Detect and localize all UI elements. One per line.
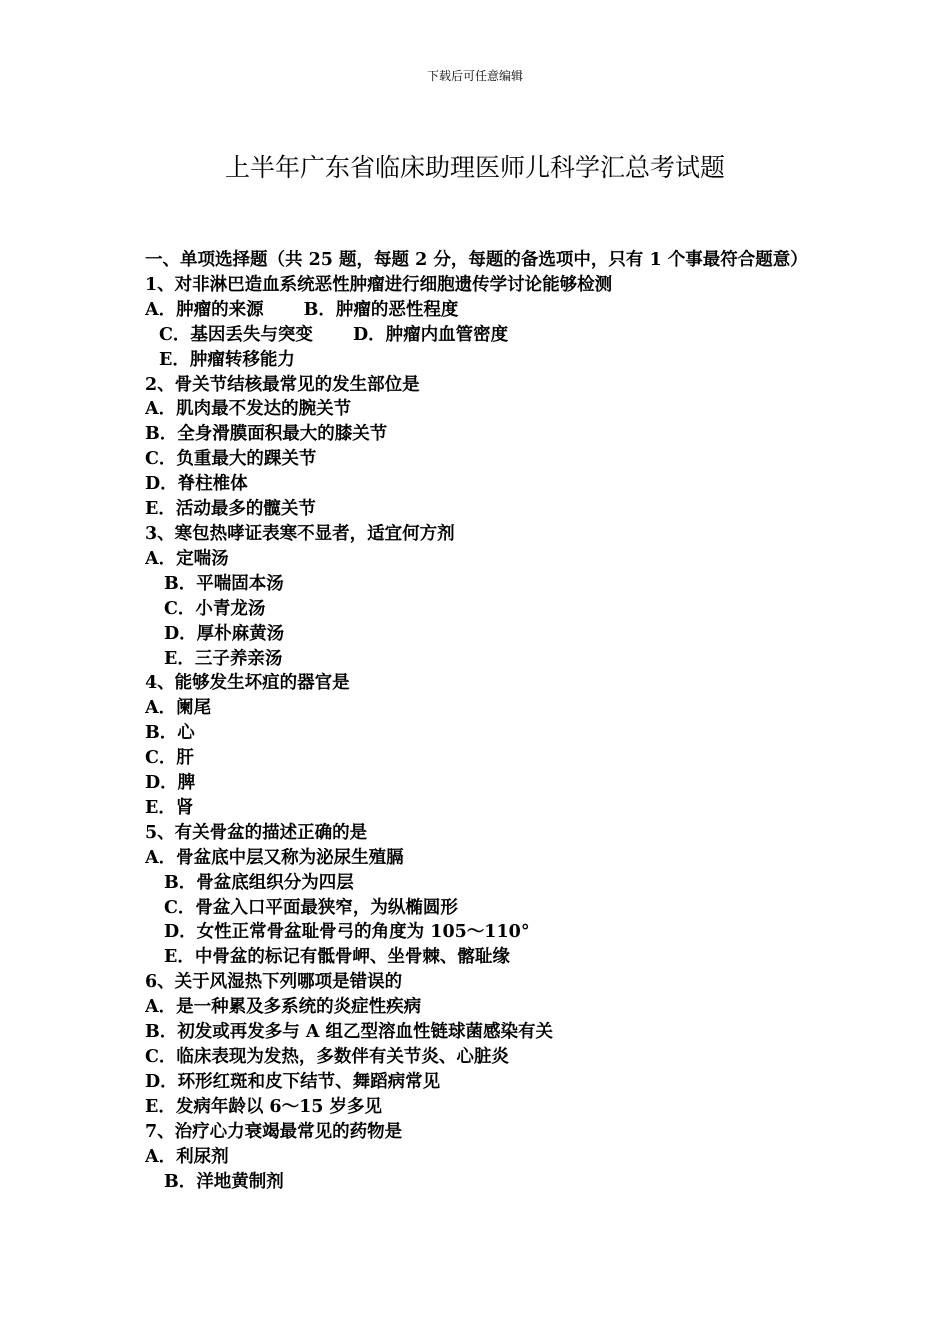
header-note: 下载后可任意编辑 [426,69,523,83]
question-4-option-d: D．脾 [145,773,196,794]
question-4-stem: 4、能够发生坏疽的器官是 [145,673,350,694]
question-4-option-e: E．肾 [145,797,194,818]
document-title: 上半年广东省临床助理医师儿科学汇总考试题 [224,153,725,182]
question-3-option-c: C．小青龙汤 [164,598,266,619]
question-3-stem: 3、寒包热哮证表寒不显者，适宜何方剂 [145,523,455,544]
question-1-stem: 1、对非淋巴造血系统恶性肿瘤进行细胞遗传学讨论能够检测 [145,274,613,295]
question-3-option-a: A．定喘汤 [145,548,229,569]
question-1-option-d: D．肿瘤内血管密度 [352,324,509,345]
question-1-options-cd [145,323,813,348]
question-5-option-a: A．骨盆底中层又称为泌尿生殖膈 [145,847,404,868]
question-6-stem: 6、关于风湿热下列哪项是错误的 [145,972,403,993]
question-3-option-b: B．平喘固本汤 [164,573,284,594]
question-5-option-c: C．骨盆入口平面最狭窄，为纵椭圆形 [164,897,458,918]
question-4-option-b: B．心 [145,723,195,744]
question-5-option-b: B．骨盆底组织分为四层 [164,872,354,893]
question-2-option-b: B．全身滑膜面积最大的膝关节 [145,424,388,445]
question-1-options-ab [145,298,813,323]
question-3-option-d: D．厚朴麻黄汤 [164,623,285,644]
question-6-option-a: A．是一种累及多系统的炎症性疾病 [145,997,422,1018]
question-3-option-e: E．三子养亲汤 [164,648,283,669]
question-2-option-e: E．活动最多的髋关节 [145,499,316,520]
question-6-option-d: D．环形红斑和皮下结节、舞蹈病常见 [145,1071,441,1092]
question-1-option-c: C．基因丢失与突变 [159,324,313,345]
question-2-stem: 2、骨关节结核最常见的发生部位是 [145,374,420,395]
question-2-option-c: C．负重最大的踝关节 [145,449,317,470]
question-4-option-c: C．肝 [145,748,194,769]
question-5-option-e: E．中骨盆的标记有骶骨岬、坐骨棘、髂耻缘 [164,947,510,968]
question-1-option-b: B．肿瘤的恶性程度 [303,299,459,320]
question-6-option-c: C．临床表现为发热，多数伴有关节炎、心脏炎 [145,1047,509,1067]
question-4-option-a: A．阑尾 [145,698,212,719]
question-7-option-a: A．利尿剂 [145,1146,229,1167]
exam-content [145,248,813,1194]
question-5-option-d: D．女性正常骨盆耻骨弓的角度为 105～110° [164,922,530,943]
section-heading: 一、单项选择题（共 25 题，每题 2 分，每题的备选项中，只有 1 个事最符合题意） [145,250,808,270]
question-1-option-e: E．肿瘤转移能力 [159,349,295,370]
question-2-option-a: A．肌肉最不发达的腕关节 [145,399,352,420]
question-5-stem: 5、有关骨盆的描述正确的是 [145,822,368,843]
question-6-option-b: B．初发或再发多与 A 组乙型溶血性链球菌感染有关 [145,1022,554,1043]
question-6-option-e: E．发病年龄以 6～15 岁多见 [145,1096,383,1117]
question-1-option-a: A．肿瘤的来源 [145,299,264,320]
question-7-option-b: B．洋地黄制剂 [164,1171,284,1192]
question-2-option-d: D．脊柱椎体 [145,474,248,495]
question-7-stem: 7、治疗心力衰竭最常见的药物是 [145,1121,403,1142]
